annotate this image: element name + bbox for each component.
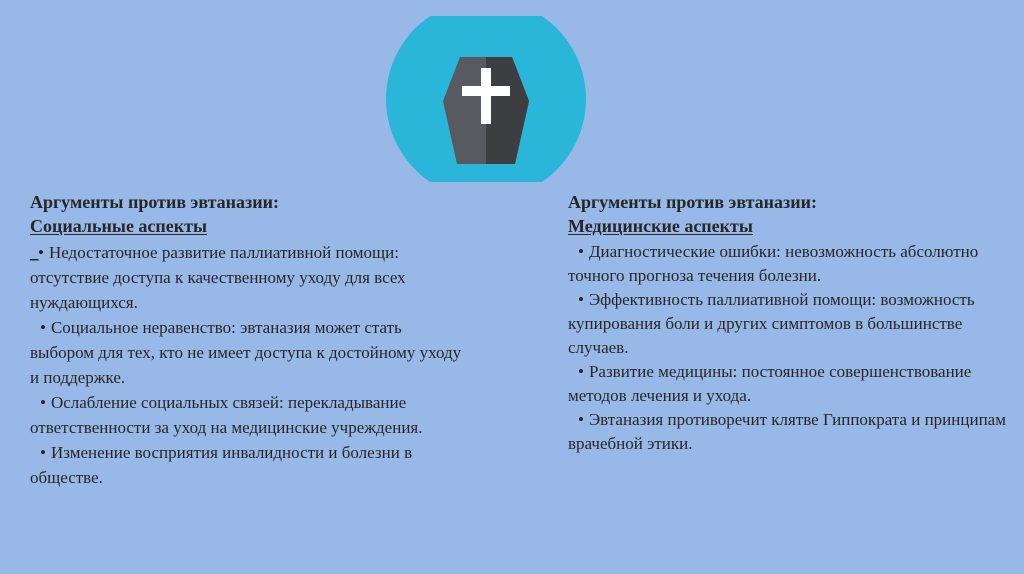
list-item-text: Ослабление социальных связей: перекладывание ответственности за уход на медицинские учреждения. [30,393,423,437]
list-item-text: Диагностические ошибки: невозможность абсолютно точного прогноза течения болезни. [568,242,979,285]
coffin-emblem [384,16,588,182]
list-item [30,390,470,440]
list-item [568,408,1008,456]
medical-heading-line2: Медицинские аспекты [568,216,753,236]
bullet: • [578,242,584,261]
list-item-text: Социальное неравенство: эвтаназия может стать выбором для тех, кто не имеет доступа к достойному уходу и поддержке. [30,318,462,387]
list-item [30,240,470,315]
list-item [568,240,1008,288]
list-item-text: Эффективность паллиативной помощи: возможность купирования боли и других симптомов в большинстве случаев. [568,290,975,357]
social-aspects-list [30,240,470,490]
list-item-text: Недостаточное развитие паллиативной помощи: отсутствие доступа к качественному уходу для всех нуждающихся. [30,243,406,312]
medical-aspects-heading [568,190,1008,238]
bullet: • [578,410,584,429]
list-item [568,288,1008,360]
bullet: • [578,290,584,309]
bullet: • [40,318,46,337]
list-item-text: Эвтаназия противоречит клятве Гиппократа и принципам врачебной этики. [568,410,1006,453]
lead-mark: _ [30,243,39,262]
list-item-text: Изменение восприятия инвалидности и болезни в обществе. [30,443,413,487]
social-aspects-column [30,190,470,490]
social-heading-line2: Социальные аспекты [30,216,208,236]
list-item [568,360,1008,408]
bullet: • [40,443,46,462]
list-item-text: Развитие медицины: постоянное совершенствование методов лечения и ухода. [568,362,972,405]
coffin-with-cross-icon [384,16,588,182]
medical-heading-line1: Аргументы против эвтаназии: [568,192,817,212]
list-item [30,315,470,390]
list-item [30,440,470,490]
cross-horizontal [462,86,510,96]
social-aspects-heading [30,190,470,238]
bullet: • [40,393,46,412]
bullet: • [578,362,584,381]
medical-aspects-column [568,190,1008,456]
medical-aspects-list [568,240,1008,456]
bullet: • [38,243,44,262]
social-heading-line1: Аргументы против эвтаназии: [30,192,279,212]
